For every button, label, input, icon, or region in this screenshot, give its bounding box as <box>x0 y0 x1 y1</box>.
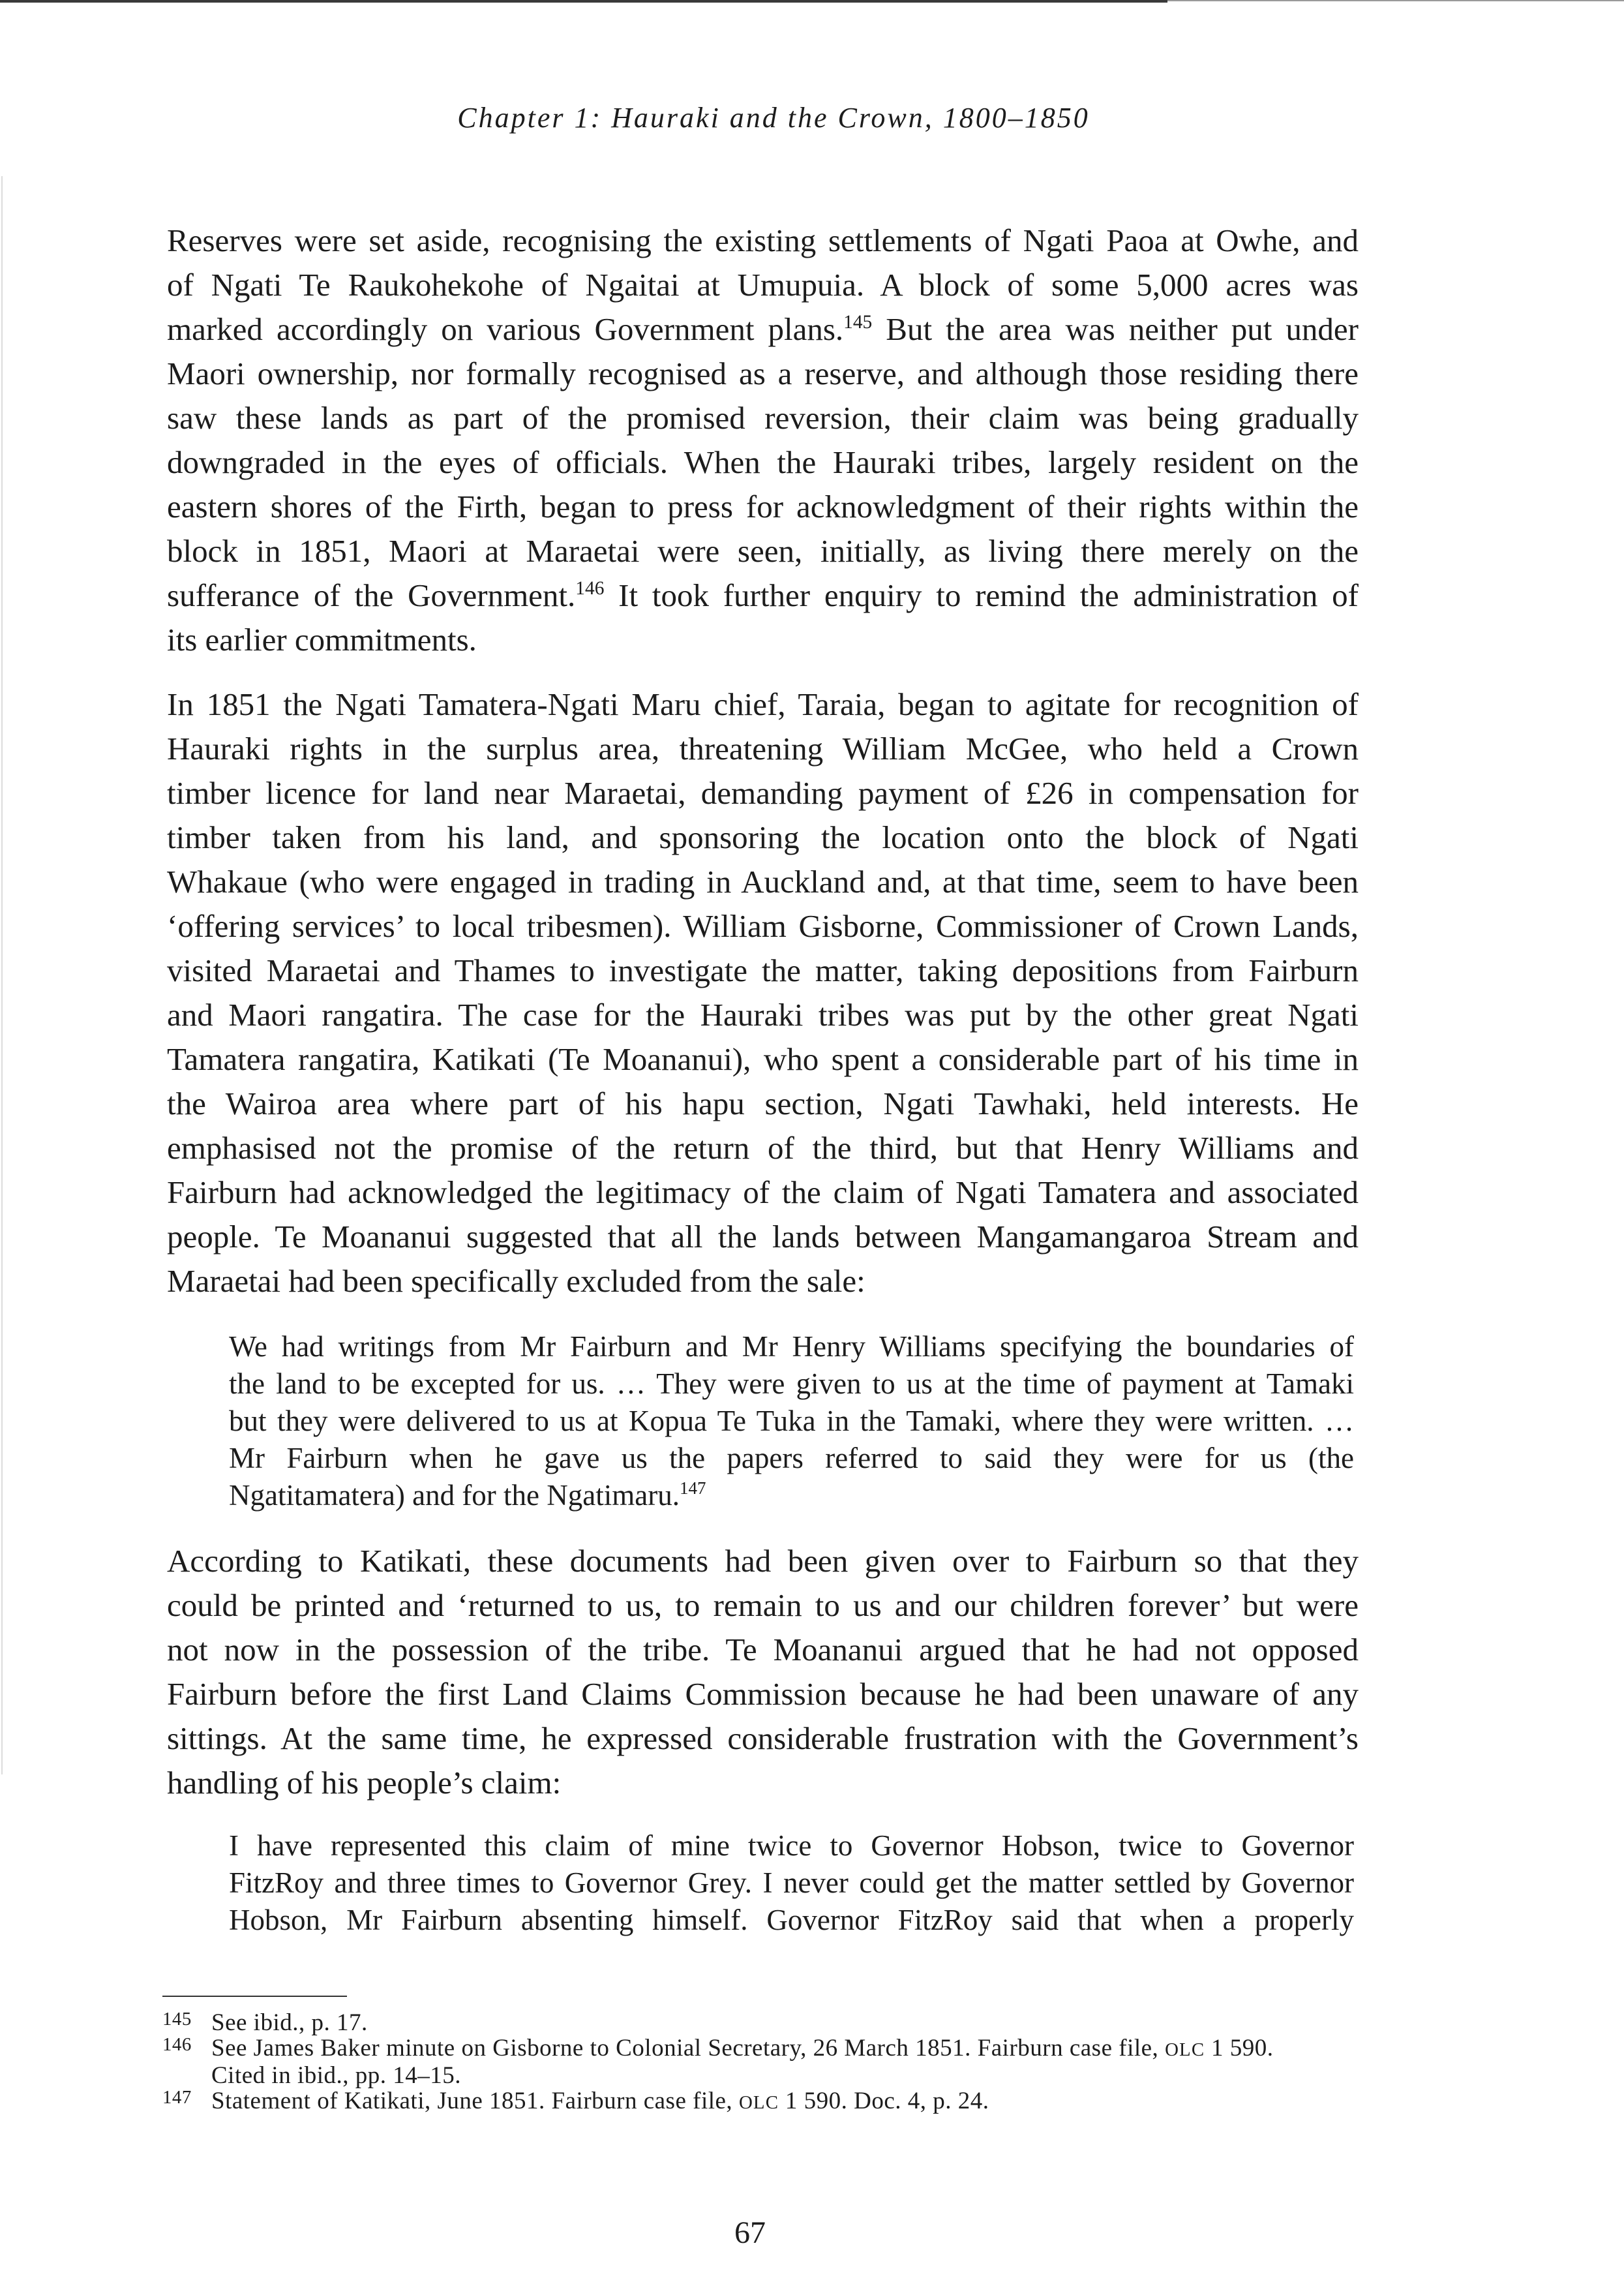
footnote-rule <box>162 1996 347 1997</box>
text-line <box>167 1170 1359 1215</box>
line-text: and Maori rangatira. The case for the Hauraki tribes was put by the other great Ngati <box>167 997 1359 1033</box>
line-text: Fairburn before the first Land Claims Commission because he had been unaware of any <box>167 1676 1359 1712</box>
line-text: Fairburn had acknowledged the legitimacy of the claim of Ngati Tamatera and associated <box>167 1174 1359 1210</box>
line-text: timber licence for land near Maraetai, demanding payment of £26 in compensation for <box>167 775 1359 811</box>
text-line <box>229 1827 1354 1864</box>
running-head: Chapter 1: Hauraki and the Crown, 1800–1850 <box>457 102 1090 134</box>
line-text: Maraetai had been specifically excluded from the sale: <box>167 1263 865 1299</box>
text-line <box>167 1215 1359 1259</box>
line-text: See ibid., p. 17. <box>211 2009 368 2036</box>
text-line <box>167 904 1359 949</box>
paragraph <box>167 682 1359 1303</box>
text-line <box>167 1628 1359 1672</box>
text-line <box>167 1126 1359 1170</box>
line-text: but they were delivered to us at Kopua Te Tuka in the Tamaki, where they were written. … <box>229 1405 1354 1437</box>
line-text: the Wairoa area where part of his hapu section, Ngati Tawhaki, held interests. He <box>167 1086 1359 1121</box>
text-line <box>167 860 1359 904</box>
line-text: sufferance of the Government. <box>167 577 576 613</box>
text-line <box>167 396 1359 440</box>
line-text: According to Katikati, these documents had been given over to Fairburn so that they <box>167 1543 1359 1579</box>
line-text: block in 1851, Maori at Maraetai were seen, initially, as living there merely on the <box>167 533 1359 569</box>
line-text: emphasised not the promise of the return of the third, but that Henry Williams and <box>167 1130 1359 1166</box>
line-text: FitzRoy and three times to Governor Grey. I never could get the matter settled by Governor <box>229 1866 1354 1899</box>
line-text: Cited in ibid., pp. 14–15. <box>211 2062 461 2089</box>
footnote-text <box>211 2035 1359 2088</box>
text-line <box>167 1583 1359 1628</box>
text-line <box>229 1902 1354 1939</box>
line-text: its earlier commitments. <box>167 622 477 658</box>
text-line <box>167 1672 1359 1716</box>
line-text: ‘offering services’ to local tribesmen). William Gisborne, Commissioner of Crown Lands, <box>167 908 1359 944</box>
text-line <box>167 771 1359 815</box>
text-line <box>211 2010 1359 2035</box>
text-line <box>167 1082 1359 1126</box>
small-caps-text: OLC <box>738 2092 779 2113</box>
text-line <box>229 1328 1354 1365</box>
text-line <box>167 529 1359 573</box>
text-line <box>229 1365 1354 1403</box>
text-line <box>167 682 1359 727</box>
line-text: timber taken from his land, and sponsoring the location onto the block of Ngati <box>167 819 1359 855</box>
footnote-reference: 147 <box>679 1478 706 1499</box>
footnote-reference: 145 <box>843 311 873 333</box>
text-line <box>167 993 1359 1037</box>
line-text: visited Maraetai and Thames to investigate the matter, taking depositions from Fairburn <box>167 952 1359 988</box>
line-text: of Ngati Te Raukohekohe of Ngaitai at Umupuia. A block of some 5,000 acres was <box>167 267 1359 303</box>
paragraph <box>167 219 1359 662</box>
block-quote <box>229 1328 1354 1514</box>
text-line <box>229 1440 1354 1477</box>
line-text: saw these lands as part of the promised reversion, their claim was being gradually <box>167 400 1359 436</box>
footnote <box>162 2035 1359 2088</box>
line-text: Tamatera rangatira, Katikati (Te Moananui), who spent a considerable part of his time in <box>167 1041 1359 1077</box>
line-text: We had writings from Mr Fairburn and Mr Henry Williams specifying the boundaries of <box>229 1330 1354 1363</box>
line-text: Ngatitamatera) and for the Ngatimaru. <box>229 1479 680 1512</box>
line-text: eastern shores of the Firth, began to press for acknowledgment of their rights within the <box>167 489 1359 525</box>
scan-edge-top-faint <box>1167 0 1624 1</box>
text-line <box>167 440 1359 485</box>
line-text: See James Baker minute on Gisborne to Colonial Secretary, 26 March 1851. Fairburn case file, <box>211 2035 1165 2061</box>
text-line <box>167 1539 1359 1583</box>
scan-edge-top <box>0 0 1167 3</box>
footnote-reference: 146 <box>575 577 605 599</box>
line-text: Hauraki rights in the surplus area, threatening William McGee, who held a Crown <box>167 731 1359 767</box>
small-caps-text: OLC <box>1165 2039 1205 2060</box>
line-text: It took further enquiry to remind the administration of <box>604 577 1359 613</box>
text-line <box>167 727 1359 771</box>
text-line <box>167 485 1359 529</box>
line-text: could be printed and ‘returned to us, to remain to us and our children forever’ but were <box>167 1587 1359 1623</box>
text-line <box>167 263 1359 307</box>
text-line <box>229 1403 1354 1440</box>
footnote-number: 146 <box>162 2034 192 2055</box>
text-line <box>167 1259 1359 1303</box>
line-text: the land to be excepted for us. … They were given to us at the time of payment at Tamaki <box>229 1367 1354 1400</box>
text-line <box>167 815 1359 860</box>
line-text: Statement of Katikati, June 1851. Fairburn case file, <box>211 2088 739 2114</box>
paragraph <box>167 1539 1359 1805</box>
text-line <box>167 307 1359 352</box>
line-text: Whakaue (who were engaged in trading in Auckland and, at that time, seem to have been <box>167 864 1359 900</box>
text-line <box>167 352 1359 396</box>
footnote <box>162 2088 1359 2116</box>
page-number: 67 <box>734 2215 766 2250</box>
text-line <box>211 2035 1359 2063</box>
footnotes <box>162 2010 1359 2116</box>
line-text: Mr Fairburn when he gave us the papers referred to said they were for us (the <box>229 1442 1354 1474</box>
text-line <box>211 2063 1359 2088</box>
line-text: Hobson, Mr Fairburn absenting himself. Governor FitzRoy said that when a properly <box>229 1904 1354 1936</box>
line-text: Reserves were set aside, recognising the existing settlements of Ngati Paoa at Owhe, and <box>167 222 1359 258</box>
footnote-number: 147 <box>162 2087 192 2108</box>
line-text: people. Te Moananui suggested that all the lands between Mangamangaroa Stream and <box>167 1219 1359 1255</box>
line-text: I have represented this claim of mine twice to Governor Hobson, twice to Governor <box>229 1829 1354 1862</box>
text-line <box>167 618 1359 662</box>
text-line <box>167 1761 1359 1805</box>
text-line <box>167 219 1359 263</box>
text-line <box>229 1477 1354 1514</box>
line-text: not now in the possession of the tribe. Te Moananui argued that he had not opposed <box>167 1632 1359 1667</box>
footnote-number: 145 <box>162 2009 192 2030</box>
footnote <box>162 2010 1359 2035</box>
line-text: downgraded in the eyes of officials. When the Hauraki tribes, largely resident on the <box>167 444 1359 480</box>
scan-edge-left <box>1 176 3 1774</box>
text-line <box>167 1716 1359 1761</box>
text-line <box>167 949 1359 993</box>
text-line <box>167 1037 1359 1082</box>
footnote-text <box>211 2010 1359 2035</box>
line-text: sittings. At the same time, he expressed considerable frustration with the Government’s <box>167 1720 1359 1756</box>
text-line <box>167 573 1359 618</box>
footnote-text <box>211 2088 1359 2116</box>
line-text: But the area was neither put under <box>872 311 1359 347</box>
line-text: In 1851 the Ngati Tamatera-Ngati Maru chief, Taraia, began to agitate for recognition of <box>167 686 1359 722</box>
line-text: handling of his people’s claim: <box>167 1765 562 1801</box>
text-line <box>229 1864 1354 1902</box>
block-quote <box>229 1827 1354 1939</box>
text-line <box>211 2088 1359 2116</box>
line-text: 1 590. <box>1205 2035 1274 2061</box>
line-text: Maori ownership, nor formally recognised as a reserve, and although those residing there <box>167 356 1359 391</box>
line-text: 1 590. Doc. 4, p. 24. <box>779 2088 989 2114</box>
line-text: marked accordingly on various Government plans. <box>167 311 844 347</box>
